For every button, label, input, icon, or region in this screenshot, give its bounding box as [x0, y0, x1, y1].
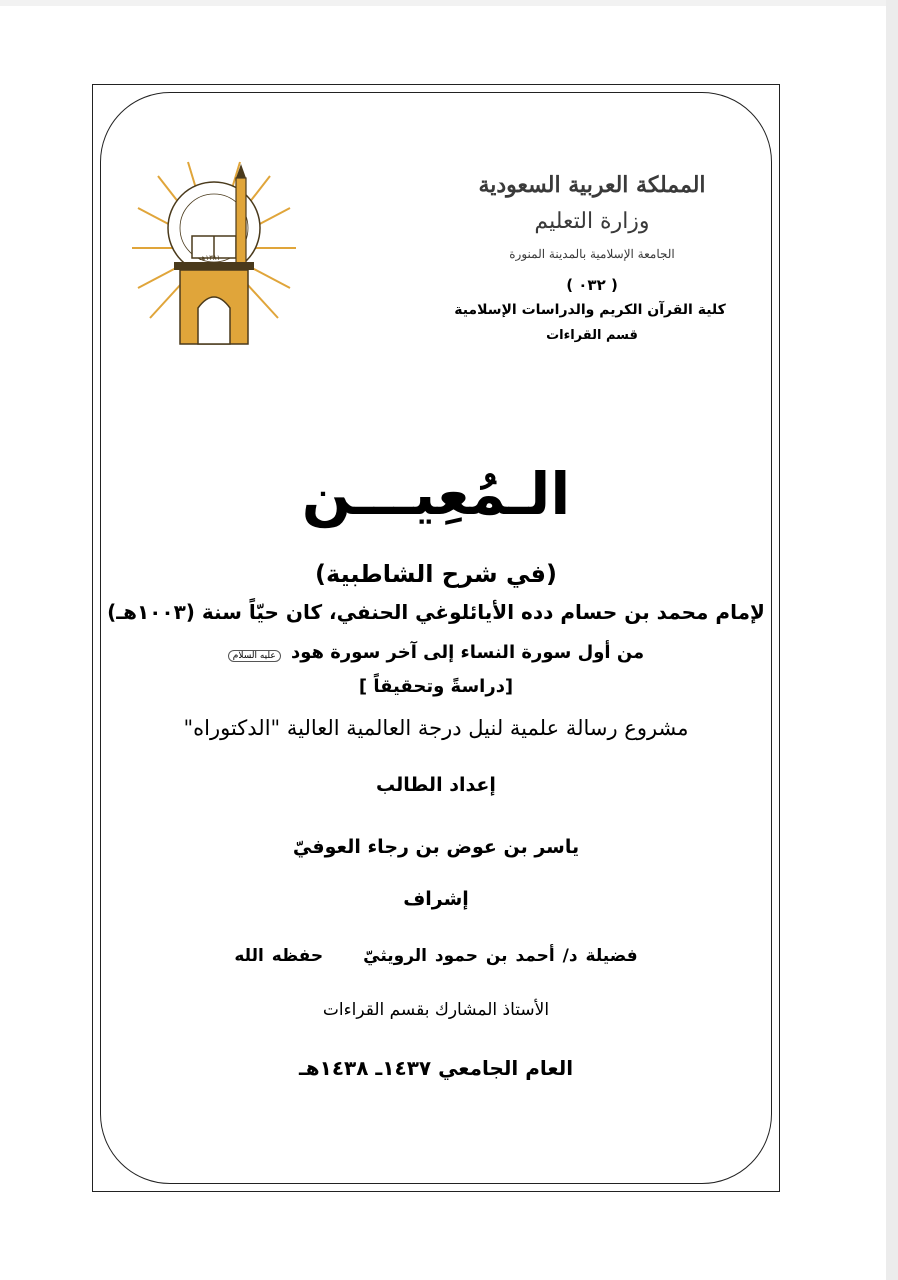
ministry-line2: وزارة التعليم [534, 209, 650, 234]
supervision-label: إشراف [403, 888, 469, 910]
book-subtitle: (في شرح الشاطبية) [315, 560, 557, 588]
supervisor-row [100, 946, 772, 966]
book-title: الـمُعِيـــن [301, 460, 571, 528]
scan-top-edge [0, 0, 898, 6]
honorific-glyph: عليه السلام [228, 650, 281, 662]
ministry-calligraphy-logo [474, 148, 710, 272]
surah-range-text: من أول سورة النساء إلى آخر سورة هود [291, 642, 645, 663]
college-name: كلية القرآن الكريم والدراسات الإسلامية [454, 302, 726, 318]
document-code: ( ٠٣٢ ) [566, 276, 618, 294]
student-name: ياسر بن عوض بن رجاء العوفيّ [292, 836, 580, 858]
emblem-year: ١٣٨١هـ [199, 254, 221, 262]
supervisor-name: فضيلة د/ أحمد بن حمود الرويثيّ [363, 946, 638, 966]
supervisor-position: الأستاذ المشارك بقسم القراءات [322, 1000, 550, 1020]
surah-range-line [100, 642, 772, 663]
supervisor-blessing: حفظه الله [234, 946, 324, 966]
emblem-arch [198, 297, 230, 344]
academic-year: العام الجامعي ١٤٣٧ـ ١٤٣٨هـ [298, 1056, 574, 1080]
ministry-line1: المملكة العربية السعودية [478, 172, 706, 198]
author-line: لإمام محمد بن حسام دده الأيائلوغي الحنفي، كان حيّاً سنة (١٠٠٣هـ) [107, 600, 765, 624]
study-edition-line: [دراسةً وتحقيقاً ] [358, 676, 514, 697]
prepared-by-label: إعداد الطالب [376, 774, 496, 796]
university-emblem-logo [128, 158, 300, 348]
ministry-line3: الجامعة الإسلامية بالمدينة المنورة [509, 247, 675, 261]
scan-right-edge [886, 0, 898, 1280]
thesis-project-line: مشروع رسالة علمية لنيل درجة العالمية العالية "الدكتوراه" [183, 716, 689, 740]
department-name: قسم القراءات [546, 328, 638, 343]
